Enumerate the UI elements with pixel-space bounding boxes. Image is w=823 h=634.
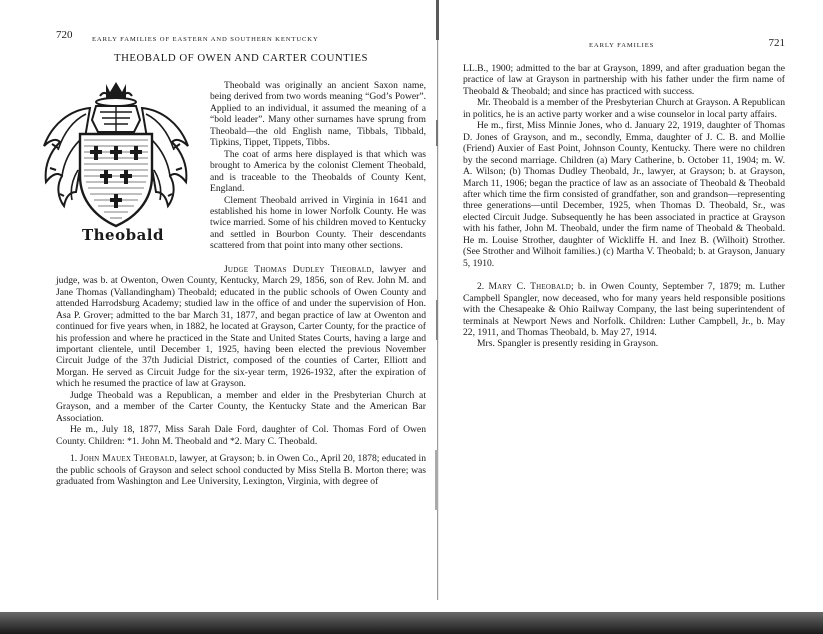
coat-of-arms xyxy=(30,80,202,270)
left-text-block xyxy=(56,80,426,487)
mary-prefix: 2. xyxy=(477,281,489,293)
chapter-title: THEOBALD OF OWEN AND CARTER COUNTIES xyxy=(114,52,368,64)
mary-paragraph xyxy=(463,281,785,338)
scan-bottom-edge xyxy=(0,612,823,634)
right-paragraph-1: LL.B., 1900; admitted to the bar at Grayson, 1899, and after graduation began the practice of law at Grayson in partnership with his father under the firm name of Theobald & Theobald; and since has practiced with success. xyxy=(463,63,785,97)
right-running-head xyxy=(463,30,785,49)
right-paragraph-5: Mrs. Spangler is presently residing in Grayson. xyxy=(477,338,659,350)
left-running-head xyxy=(56,30,426,44)
john-name: John Mauex Theobald xyxy=(79,453,175,465)
right-running-head-title: EARLY FAMILIES xyxy=(589,42,655,49)
judge-name: Judge Thomas Dudley Theobald xyxy=(224,263,372,275)
judge-paragraph-3: He m., July 18, 1877, Miss Sarah Dale Ford, daughter of Col. Thomas Ford of Owen County. Children: *1. John M. Theobald and *2. Mary C. Theobald. xyxy=(56,424,426,447)
mary-name: Mary C. Theobald xyxy=(488,281,571,293)
left-page xyxy=(56,0,426,610)
right-text-block xyxy=(463,63,785,350)
john-prefix: 1. xyxy=(70,453,80,465)
left-page-number: 720 xyxy=(56,29,73,41)
mary-text: ; b. in Owen County, September 7, 1879; m. Luther Campbell Spangler, now deceased, who for many years held responsible positions with the Chesapeake & Ohio Railway Company, the last being superintendent of terminals at Newport News and Norfolk. Children: Luther Campbell, Jr., b. May 22, 1911, and Thomas Theobald, b. May 27, 1914. xyxy=(463,281,785,338)
right-page-number: 721 xyxy=(768,37,785,49)
judge-paragraph-2: Judge Theobald was a Republican, a member and elder in the Presbyterian Church at Grayson, and a member of the Carter County, the Kentucky State and the American Bar Association. xyxy=(56,389,426,424)
book-gutter xyxy=(432,0,444,634)
john-paragraph xyxy=(56,453,426,487)
left-running-head-title: EARLY FAMILIES OF EASTERN AND SOUTHERN KENTUCKY xyxy=(92,36,319,43)
judge-paragraph xyxy=(56,264,426,390)
right-paragraph-2: Mr. Theobald is a member of the Presbyterian Church at Grayson. A Republican in politics, he is an active party worker and a wise counselor in local party affairs. xyxy=(463,97,785,120)
judge-text: , lawyer and judge, was b. at Owenton, Owen County, Kentucky, March 29, 1856, son of Rev. John M. and Jane Thomas (Vallandingham) Theobald; educated in the public schools of Owen County and attended Harrodsburg Academy; studied law in the office of and under the supervision of Hon. Asa P. Grover; admitted to the bar March 31, 1877, and began practice of law at Owenton and continued for five years when, in 1882, he located at Grayson, Carter County, for the practice of his profession and where he practiced in the State and United States Courts, having a large and important clientele, until December 1, 1925, having been elected the previous November Circuit Judge of the 37th Judicial District, composed of the counties of Carter, Elliott and Morgan. He served as Circuit Judge for the six-year term, 1926-1932, after the expiration of which he resumed the practice of law at Grayson. xyxy=(56,263,426,390)
intro-paragraph-3: Clement Theobald arrived in Virginia in 1641 and established his home in lower Norfolk County. He was twice married. Some of his children moved to Kentucky and settled in Bourbon County. Their descendants scattered from that point into many other sections. xyxy=(210,194,426,252)
intro-paragraph-2: The coat of arms here displayed is that which was brought to America by the colonist Clement Theobald, and is traceable to the Theobalds of County Kent, England. xyxy=(210,148,426,195)
right-page xyxy=(463,0,785,610)
right-paragraph-3: He m., first, Miss Minnie Jones, who d. January 22, 1919, daughter of Thomas D. Jones of Grayson, and m., secondly, Emma, daughter of J. C. B. and Mollie (Friend) Auxier of East Point, Johnson County, Kentucky. There were no children by the second marriage. Children (a) Mary Catherine, b. October 11, 1904; m. W. A. Wilson; (b) Thomas Dudley Theobald, Jr., lawyer, at Grayson; b. at Grayson, March 11, 1906; began the practice of law as an associate of Theobald & Theobald after which time the firm consisted of grandfather, son and grandson—representing three generations—until December, 1925, when Thomas D. Theobald, Sr., was elected Circuit Judge. Subsequently he has been associated in practice at Grayson with his father, John M. Theobald, under the firm name of Theobald & Theobald. He m. Louise Strother, daughter of Wickliffe H. and Inez B. (Wilhoit) Strother. (See Strother and Wilhoit families.) (c) Martha V. Theobald; b. at Grayson, January 5, 1910. xyxy=(463,120,785,269)
crest-caption: Theobald xyxy=(81,226,164,244)
john-text: , lawyer, at Grayson; b. in Owen Co., April 20, 1878; educated in the public schools of Grayson and select school conducted by Miss Stella B. Morton there; was graduated from Washington and Lee University, Lexington, Virginia, with degree of xyxy=(56,453,426,487)
coat-of-arms-icon xyxy=(30,80,202,230)
intro-paragraph-1: Theobald was originally an ancient Saxon name, being derived from two words meaning “God’s Power”. Applied to an individual, it assumed the meaning of a “bold leader”. Many other surnames have sprung from Theobald—the old English name, Tibbals, Tibbald, Tipkins, Tippet, Tippets, Tibbs. xyxy=(210,80,426,149)
